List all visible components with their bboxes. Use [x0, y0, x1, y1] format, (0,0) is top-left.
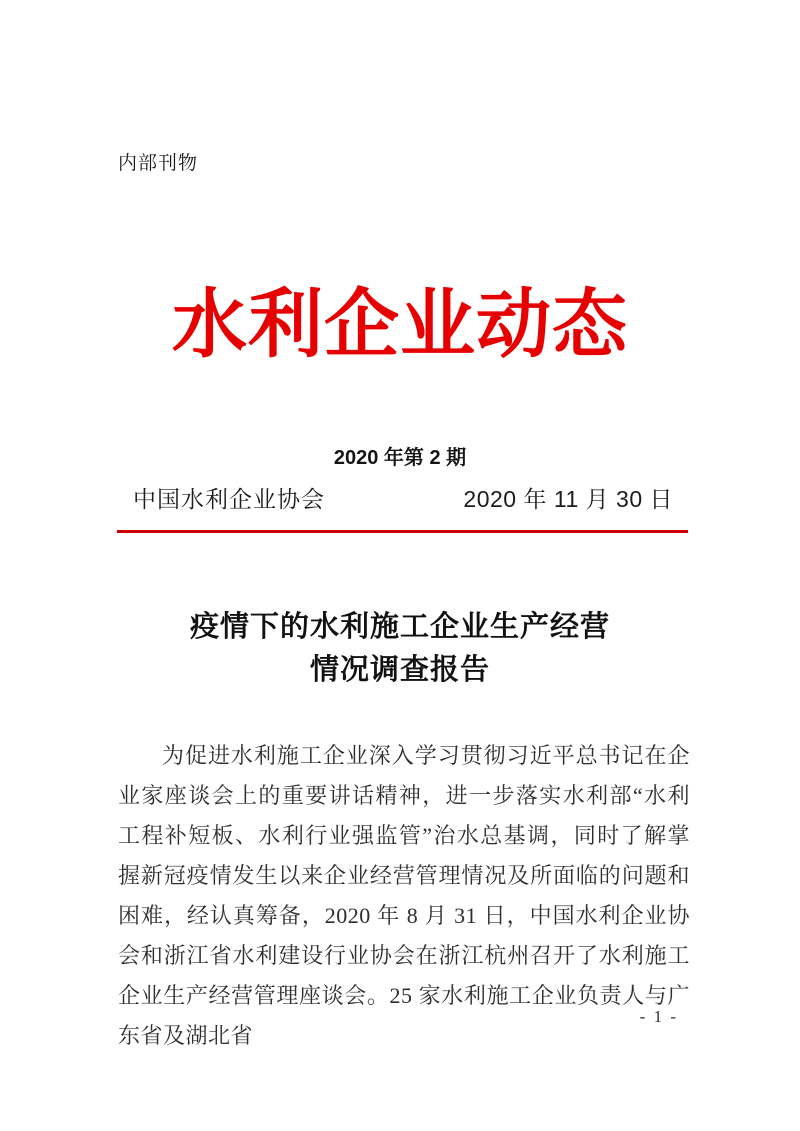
- issue-number: 2020 年第 2 期: [333, 447, 467, 469]
- red-divider-rule: [117, 530, 688, 533]
- publisher-row: [133, 486, 673, 512]
- article-title-line-1: 疫情下的水利施工企业生产经营: [189, 611, 610, 643]
- page-number: - 1 -: [639, 1007, 678, 1026]
- internal-publication-label: 内部刊物: [118, 153, 199, 174]
- organization-name: 中国水利企业协会: [133, 486, 325, 512]
- publication-date: 2020 年 11 月 30 日: [463, 486, 673, 512]
- article-title-line-2: 情况调查报告: [309, 654, 490, 686]
- article-body-paragraph: 为促进水利施工企业深入学习贯彻习近平总书记在企业家座谈会上的重要讲话精神，进一步落实水利部“水利工程补短板、水利行业强监管”治水总基调，同时了解掌握新冠疫情发生以来企业经营管理情况及所面临的问题和困难，经认真筹备，2020 年 8 月 31 日，中国水利企业协会和浙江省水利建设行业协会在浙江杭州召开了水利施工企业生产经营管理座谈会。25 家水利施工企业负责人与广东省及湖北省: [118, 743, 690, 1048]
- article-title: [0, 606, 800, 692]
- masthead-title: 水利企业动态: [171, 284, 628, 367]
